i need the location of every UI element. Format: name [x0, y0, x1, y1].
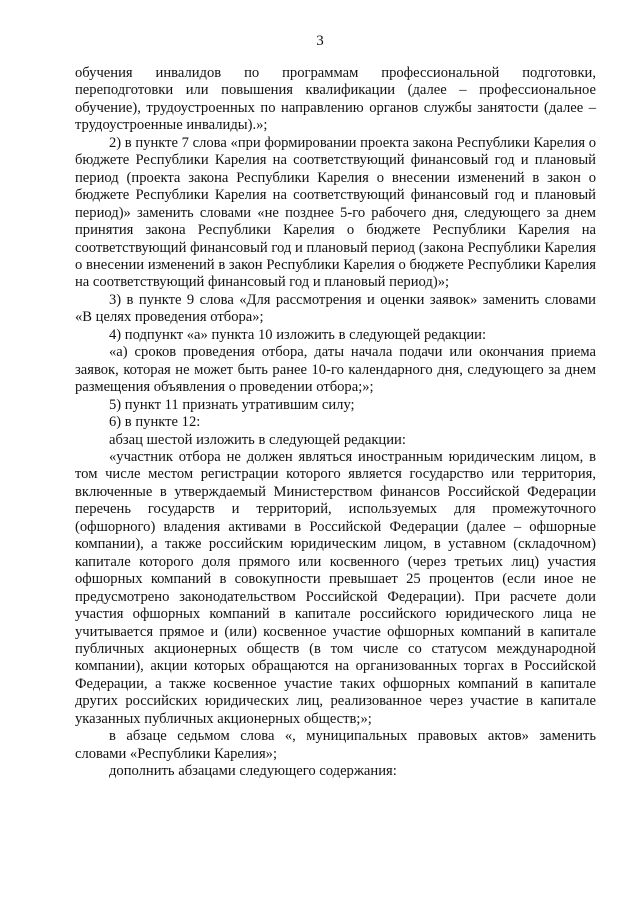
document-body [75, 65, 596, 781]
paragraph-1: обучения инвалидов по программам профессиональной подготовки, переподготовки или повышения квалификации (далее – профессиональное обучение), трудоустроенных по направлению органов службы занятости (далее – трудоустроенные инвалиды).»; [75, 65, 596, 134]
paragraph-3: 3) в пункте 9 слова «Для рассмотрения и оценки заявок» заменить словами «В целях проведения отбора»; [75, 291, 596, 326]
paragraph-10: в абзаце седьмом слова «, муниципальных правовых актов» заменить словами «Республики Карелия»; [75, 728, 596, 762]
paragraph-6: 5) пункт 11 признать утратившим силу; [109, 396, 355, 413]
paragraph-9: «участник отбора не должен являться иностранным юридическим лицом, в том числе местом регистрации которого является государство или территория, включенные в утверждаемый Министерством финансов Российской Федерации перечень государств и территорий, используемых для промежуточного (офшорного) владения активами в Российской Федерации (далее – офшорные компании), а также российским юридическим лицом, в уставном (складочном) капитале которого доля прямого или косвенного (через третьих лиц) участия офшорных компаний в совокупности превышает 25 процентов (если иное не предусмотрено законодательством Российской Федерации). При расчете доли участия офшорных компаний в капитале российского юридического лица не учитывается прямое и (или) косвенное участие офшорных компаний в капитале публичных акционерных обществ (в том числе со статусом международной компании), акции которых обращаются на организованных торгах в Российской Федерации, а также косвенное участие таких офшорных компаний в капитале других российских юридических лиц, реализованное через участие в капитале указанных публичных акционерных обществ;»; [75, 448, 596, 727]
paragraph-5: «а) сроков проведения отбора, даты начала подачи или окончания приема заявок, которая не может быть ранее 10-го календарного дня, следующего за днем размещения объявления о проведении отбора;»; [75, 344, 596, 396]
paragraph-4: 4) подпункт «а» пункта 10 изложить в следующей редакции: [109, 326, 487, 343]
page-number: 3 [316, 33, 324, 49]
paragraph-2: 2) в пункте 7 слова «при формировании проекта закона Республики Карелия о бюджете Республики Карелия на соответствующий финансовый год и плановый период (проекта закона Республики Карелия о внесении изменений в закон о бюджете Республики Карелия на соответствующий финансовый год и плановый период)» заменить словами «не позднее 5-го рабочего дня, следующего за днем принятия закона Республики Карелия о бюджете Республики Карелия на соответствующий финансовый год и плановый период (закона Республики Карелия о внесении изменений в закон Республики Карелия о бюджете Республики Карелия на соответствующий финансовый год и плановый период)»; [75, 134, 596, 291]
paragraph-8: абзац шестой изложить в следующей редакции: [109, 431, 406, 448]
paragraph-7: 6) в пункте 12: [109, 414, 201, 431]
paragraph-11: дополнить абзацами следующего содержания: [109, 763, 397, 780]
